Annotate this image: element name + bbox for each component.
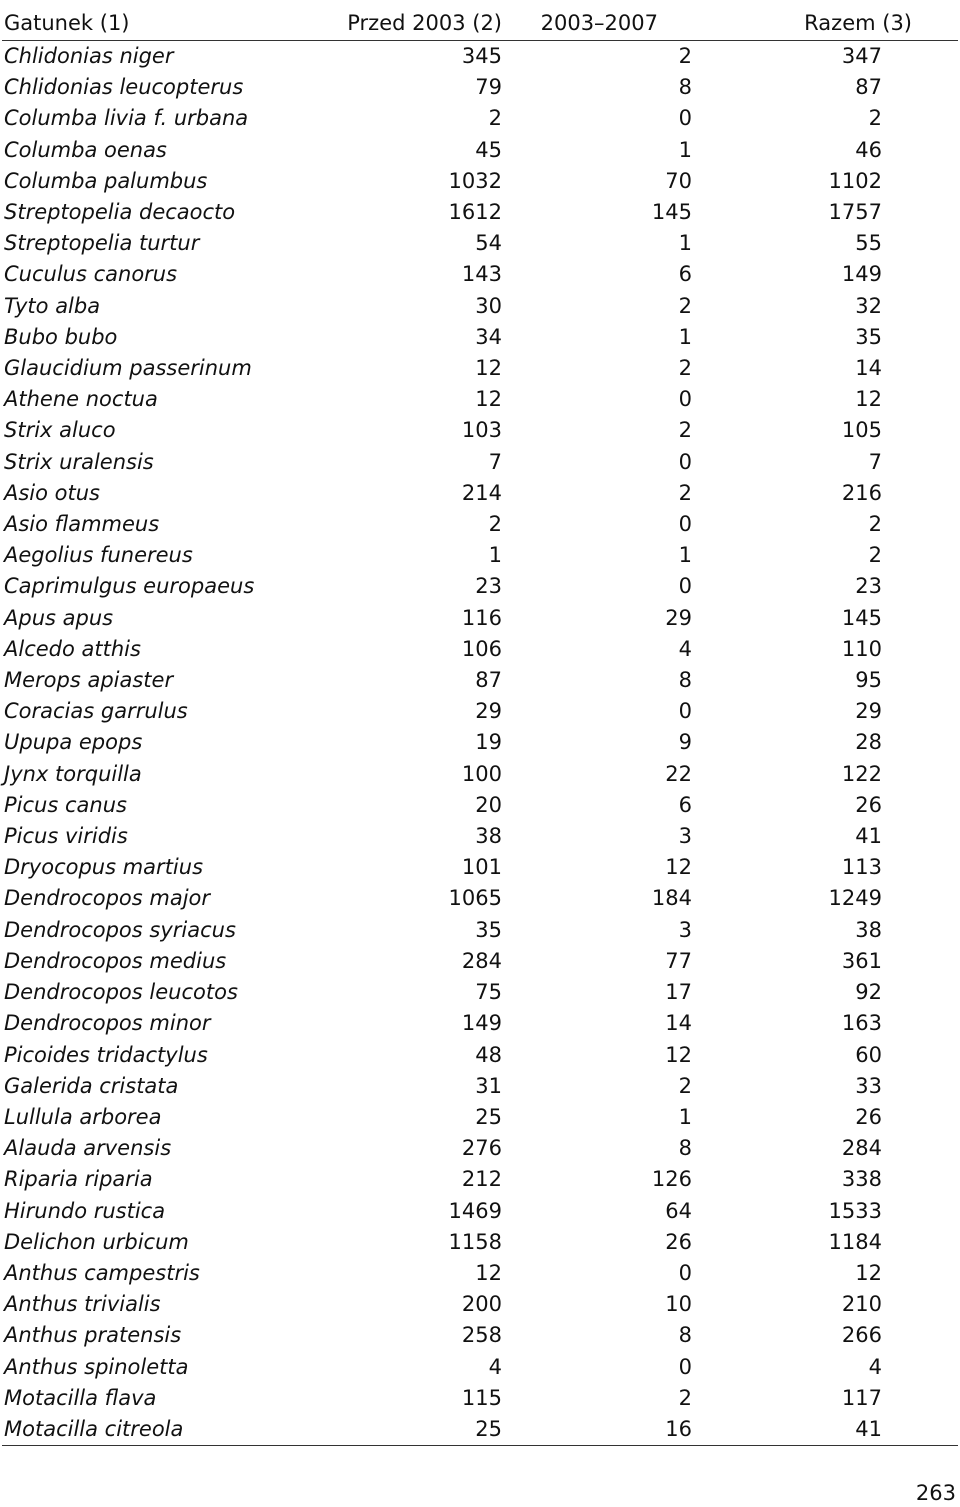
- period-2003-2007-cell: 70: [665, 168, 692, 193]
- before-2003-cell: 12: [475, 387, 502, 412]
- period-2003-2007-cell: 17: [665, 980, 692, 1005]
- total-cell: 12: [855, 387, 882, 412]
- species-cell: Tyto alba: [4, 293, 101, 318]
- before-2003-cell: 143: [461, 262, 502, 287]
- total-cell: 46: [855, 137, 882, 162]
- page-number: 263: [915, 1481, 956, 1505]
- species-cell: Athene noctua: [4, 387, 158, 412]
- before-2003-cell: 1158: [448, 1229, 502, 1254]
- period-2003-2007-cell: 8: [678, 75, 692, 100]
- period-2003-2007-cell: 4: [678, 636, 692, 661]
- period-2003-2007-cell: 1: [678, 137, 692, 162]
- table-row: [2, 603, 958, 634]
- species-cell: Cuculus canorus: [4, 262, 178, 287]
- before-2003-cell: 34: [475, 324, 502, 349]
- header-total: Razem (3): [692, 6, 958, 41]
- total-cell: 7: [868, 449, 882, 474]
- table-row: [2, 915, 958, 946]
- species-cell: Motacilla citreola: [2, 1414, 322, 1446]
- table-row: [2, 447, 958, 478]
- period-2003-2007-cell: 1: [678, 1104, 692, 1129]
- before-2003-cell: 214: [461, 480, 502, 505]
- period-2003-2007-cell: 2: [678, 418, 692, 443]
- table-row: [2, 1258, 958, 1289]
- species-cell: Dendrocopos major: [4, 886, 211, 911]
- before-2003-cell: 258: [461, 1323, 502, 1348]
- before-2003-cell: 100: [461, 761, 502, 786]
- header-row: [2, 6, 958, 41]
- species-cell: Hirundo rustica: [4, 1198, 166, 1223]
- before-2003-cell: 2: [488, 512, 502, 537]
- species-cell: Columba oenas: [4, 137, 167, 162]
- period-2003-2007-cell: 8: [678, 668, 692, 693]
- table-header: [2, 6, 958, 41]
- table-row: [2, 384, 958, 415]
- period-2003-2007-cell: 0: [678, 1354, 692, 1379]
- before-2003-cell: 1: [488, 543, 502, 568]
- table-row: [2, 1414, 958, 1446]
- before-2003-cell: 345: [461, 44, 502, 68]
- total-cell: 1249: [828, 886, 882, 911]
- before-2003-cell: 4: [488, 1354, 502, 1379]
- before-2003-cell: 25: [475, 1104, 502, 1129]
- total-cell: 149: [841, 262, 882, 287]
- period-2003-2007-cell: 2: [678, 44, 692, 68]
- table-row: [2, 759, 958, 790]
- header-2003-2007: 2003–2007: [502, 6, 692, 41]
- table-row: [2, 696, 958, 727]
- before-2003-cell: 25: [322, 1414, 502, 1446]
- species-cell: Dendrocopos leucotos: [4, 980, 238, 1005]
- species-cell: Columba livia f. urbana: [4, 106, 249, 131]
- before-2003-cell: 38: [475, 824, 502, 849]
- table-row: [2, 727, 958, 758]
- species-cell: Strix aluco: [4, 418, 116, 443]
- species-cell: Riparia riparia: [4, 1167, 153, 1192]
- species-cell: Asio otus: [4, 480, 100, 505]
- total-cell: 29: [855, 699, 882, 724]
- table-row: [2, 1196, 958, 1227]
- before-2003-cell: 29: [475, 699, 502, 724]
- total-cell: 1184: [828, 1229, 882, 1254]
- total-cell: 35: [855, 324, 882, 349]
- total-cell: 23: [855, 574, 882, 599]
- species-cell: Bubo bubo: [4, 324, 118, 349]
- before-2003-cell: 2: [488, 106, 502, 131]
- species-cell: Dendrocopos syriacus: [4, 917, 236, 942]
- table-row: [2, 977, 958, 1008]
- period-2003-2007-cell: 64: [665, 1198, 692, 1223]
- period-2003-2007-cell: 10: [665, 1292, 692, 1317]
- period-2003-2007-cell: 77: [665, 948, 692, 973]
- total-cell: 338: [841, 1167, 882, 1192]
- before-2003-cell: 7: [488, 449, 502, 474]
- species-cell: Apus apus: [4, 605, 114, 630]
- before-2003-cell: 30: [475, 293, 502, 318]
- table-row: [2, 1133, 958, 1164]
- total-cell: 117: [841, 1385, 882, 1410]
- species-cell: Picoides tridactylus: [4, 1042, 208, 1067]
- table-row: [2, 1071, 958, 1102]
- period-2003-2007-cell: 0: [678, 1260, 692, 1285]
- before-2003-cell: 284: [461, 948, 502, 973]
- total-cell: 210: [841, 1292, 882, 1317]
- total-cell: 33: [855, 1073, 882, 1098]
- period-2003-2007-cell: 3: [678, 917, 692, 942]
- period-2003-2007-cell: 6: [678, 262, 692, 287]
- period-2003-2007-cell: 3: [678, 824, 692, 849]
- period-2003-2007-cell: 22: [665, 761, 692, 786]
- period-2003-2007-cell: 2: [678, 356, 692, 381]
- before-2003-cell: 45: [475, 137, 502, 162]
- table-row: [2, 790, 958, 821]
- total-cell: 28: [855, 730, 882, 755]
- table-row: [2, 72, 958, 103]
- table-row: [2, 1289, 958, 1320]
- table-row: [2, 946, 958, 977]
- before-2003-cell: 116: [461, 605, 502, 630]
- total-cell: 347: [841, 44, 882, 68]
- species-cell: Motacilla flava: [4, 1385, 157, 1410]
- species-cell: Anthus trivialis: [4, 1292, 161, 1317]
- period-2003-2007-cell: 0: [678, 574, 692, 599]
- before-2003-cell: 1032: [448, 168, 502, 193]
- before-2003-cell: 149: [461, 1011, 502, 1036]
- table-row: [2, 135, 958, 166]
- total-cell: 12: [855, 1260, 882, 1285]
- table-row: [2, 41, 958, 73]
- period-2003-2007-cell: 2: [678, 293, 692, 318]
- total-cell: 60: [855, 1042, 882, 1067]
- total-cell: 105: [841, 418, 882, 443]
- header-before-2003: Przed 2003 (2): [322, 6, 502, 41]
- species-cell: Picus canus: [4, 792, 127, 817]
- before-2003-cell: 79: [475, 75, 502, 100]
- species-cell: Anthus campestris: [4, 1260, 200, 1285]
- total-cell: 32: [855, 293, 882, 318]
- period-2003-2007-cell: 16: [502, 1414, 692, 1446]
- before-2003-cell: 106: [461, 636, 502, 661]
- table-body: [2, 41, 958, 1446]
- total-cell: 41: [692, 1414, 958, 1446]
- period-2003-2007-cell: 14: [665, 1011, 692, 1036]
- total-cell: 14: [855, 356, 882, 381]
- before-2003-cell: 200: [461, 1292, 502, 1317]
- before-2003-cell: 101: [461, 855, 502, 880]
- total-cell: 38: [855, 917, 882, 942]
- before-2003-cell: 31: [475, 1073, 502, 1098]
- table-row: [2, 228, 958, 259]
- period-2003-2007-cell: 1: [678, 543, 692, 568]
- table-row: [2, 571, 958, 602]
- period-2003-2007-cell: 1: [678, 324, 692, 349]
- species-cell: Jynx torquilla: [4, 761, 142, 786]
- table-row: [2, 322, 958, 353]
- table-row: [2, 197, 958, 228]
- table-row: [2, 852, 958, 883]
- table-row: [2, 1227, 958, 1258]
- before-2003-cell: 23: [475, 574, 502, 599]
- total-cell: 361: [841, 948, 882, 973]
- table-row: [2, 291, 958, 322]
- before-2003-cell: 48: [475, 1042, 502, 1067]
- total-cell: 26: [855, 1104, 882, 1129]
- before-2003-cell: 20: [475, 792, 502, 817]
- period-2003-2007-cell: 12: [665, 855, 692, 880]
- period-2003-2007-cell: 0: [678, 106, 692, 131]
- table-row: [2, 1352, 958, 1383]
- before-2003-cell: 87: [475, 668, 502, 693]
- species-cell: Picus viridis: [4, 824, 128, 849]
- before-2003-cell: 1469: [448, 1198, 502, 1223]
- species-cell: Anthus spinoletta: [4, 1354, 189, 1379]
- table-row: [2, 634, 958, 665]
- total-cell: 95: [855, 668, 882, 693]
- period-2003-2007-cell: 2: [678, 480, 692, 505]
- table-row: [2, 821, 958, 852]
- period-2003-2007-cell: 126: [651, 1167, 692, 1192]
- period-2003-2007-cell: 8: [678, 1323, 692, 1348]
- species-cell: Dendrocopos minor: [4, 1011, 211, 1036]
- before-2003-cell: 212: [461, 1167, 502, 1192]
- species-cell: Chlidonias leucopterus: [4, 75, 244, 100]
- species-cell: Asio flammeus: [4, 512, 160, 537]
- table-row: [2, 1008, 958, 1039]
- table-row: [2, 1383, 958, 1414]
- species-cell: Glaucidium passerinum: [4, 356, 252, 381]
- period-2003-2007-cell: 2: [678, 1385, 692, 1410]
- period-2003-2007-cell: 1: [678, 231, 692, 256]
- species-cell: Columba palumbus: [4, 168, 208, 193]
- before-2003-cell: 75: [475, 980, 502, 1005]
- period-2003-2007-cell: 0: [678, 699, 692, 724]
- before-2003-cell: 115: [461, 1385, 502, 1410]
- before-2003-cell: 276: [461, 1136, 502, 1161]
- total-cell: 41: [855, 824, 882, 849]
- table-row: [2, 665, 958, 696]
- species-cell: Delichon urbicum: [4, 1229, 189, 1254]
- species-cell: Chlidonias niger: [4, 44, 174, 68]
- species-cell: Dendrocopos medius: [4, 948, 227, 973]
- total-cell: 2: [868, 543, 882, 568]
- table-row: [2, 509, 958, 540]
- species-cell: Merops apiaster: [4, 668, 174, 693]
- total-cell: 216: [841, 480, 882, 505]
- total-cell: 2: [868, 106, 882, 131]
- species-cell: Anthus pratensis: [4, 1323, 182, 1348]
- table-row: [2, 415, 958, 446]
- species-cell: Alcedo atthis: [4, 636, 141, 661]
- table-row: [2, 1102, 958, 1133]
- header-species: Gatunek (1): [2, 6, 322, 41]
- species-cell: Galerida cristata: [4, 1073, 179, 1098]
- species-cell: Alauda arvensis: [4, 1136, 172, 1161]
- total-cell: 122: [841, 761, 882, 786]
- total-cell: 92: [855, 980, 882, 1005]
- period-2003-2007-cell: 0: [678, 387, 692, 412]
- period-2003-2007-cell: 184: [651, 886, 692, 911]
- species-table: [2, 6, 958, 1446]
- before-2003-cell: 12: [475, 1260, 502, 1285]
- species-cell: Coracias garrulus: [4, 699, 188, 724]
- total-cell: 1533: [828, 1198, 882, 1223]
- table-row: [2, 1164, 958, 1195]
- period-2003-2007-cell: 2: [678, 1073, 692, 1098]
- table-row: [2, 883, 958, 914]
- species-cell: Lullula arborea: [4, 1104, 162, 1129]
- table-row: [2, 259, 958, 290]
- total-cell: 266: [841, 1323, 882, 1348]
- before-2003-cell: 35: [475, 917, 502, 942]
- period-2003-2007-cell: 8: [678, 1136, 692, 1161]
- species-cell: Aegolius funereus: [4, 543, 193, 568]
- period-2003-2007-cell: 9: [678, 730, 692, 755]
- species-cell: Strix uralensis: [4, 449, 154, 474]
- species-cell: Upupa epops: [4, 730, 143, 755]
- before-2003-cell: 103: [461, 418, 502, 443]
- period-2003-2007-cell: 0: [678, 512, 692, 537]
- total-cell: 87: [855, 75, 882, 100]
- before-2003-cell: 1612: [448, 200, 502, 225]
- total-cell: 1757: [828, 200, 882, 225]
- period-2003-2007-cell: 29: [665, 605, 692, 630]
- table-row: [2, 1320, 958, 1351]
- period-2003-2007-cell: 145: [651, 200, 692, 225]
- species-cell: Streptopelia turtur: [4, 231, 200, 256]
- period-2003-2007-cell: 0: [678, 449, 692, 474]
- total-cell: 4: [868, 1354, 882, 1379]
- total-cell: 113: [841, 855, 882, 880]
- total-cell: 110: [841, 636, 882, 661]
- before-2003-cell: 1065: [448, 886, 502, 911]
- table-row: [2, 540, 958, 571]
- total-cell: 145: [841, 605, 882, 630]
- before-2003-cell: 12: [475, 356, 502, 381]
- total-cell: 26: [855, 792, 882, 817]
- species-cell: Caprimulgus europaeus: [4, 574, 255, 599]
- species-table-container: [2, 6, 958, 1446]
- period-2003-2007-cell: 12: [665, 1042, 692, 1067]
- total-cell: 163: [841, 1011, 882, 1036]
- before-2003-cell: 54: [475, 231, 502, 256]
- total-cell: 284: [841, 1136, 882, 1161]
- total-cell: 55: [855, 231, 882, 256]
- before-2003-cell: 19: [475, 730, 502, 755]
- species-cell: Streptopelia decaocto: [4, 200, 236, 225]
- total-cell: 2: [868, 512, 882, 537]
- species-cell: Dryocopus martius: [4, 855, 204, 880]
- table-row: [2, 478, 958, 509]
- table-row: [2, 166, 958, 197]
- table-row: [2, 103, 958, 134]
- total-cell: 1102: [828, 168, 882, 193]
- table-row: [2, 353, 958, 384]
- period-2003-2007-cell: 6: [678, 792, 692, 817]
- table-row: [2, 1040, 958, 1071]
- period-2003-2007-cell: 26: [665, 1229, 692, 1254]
